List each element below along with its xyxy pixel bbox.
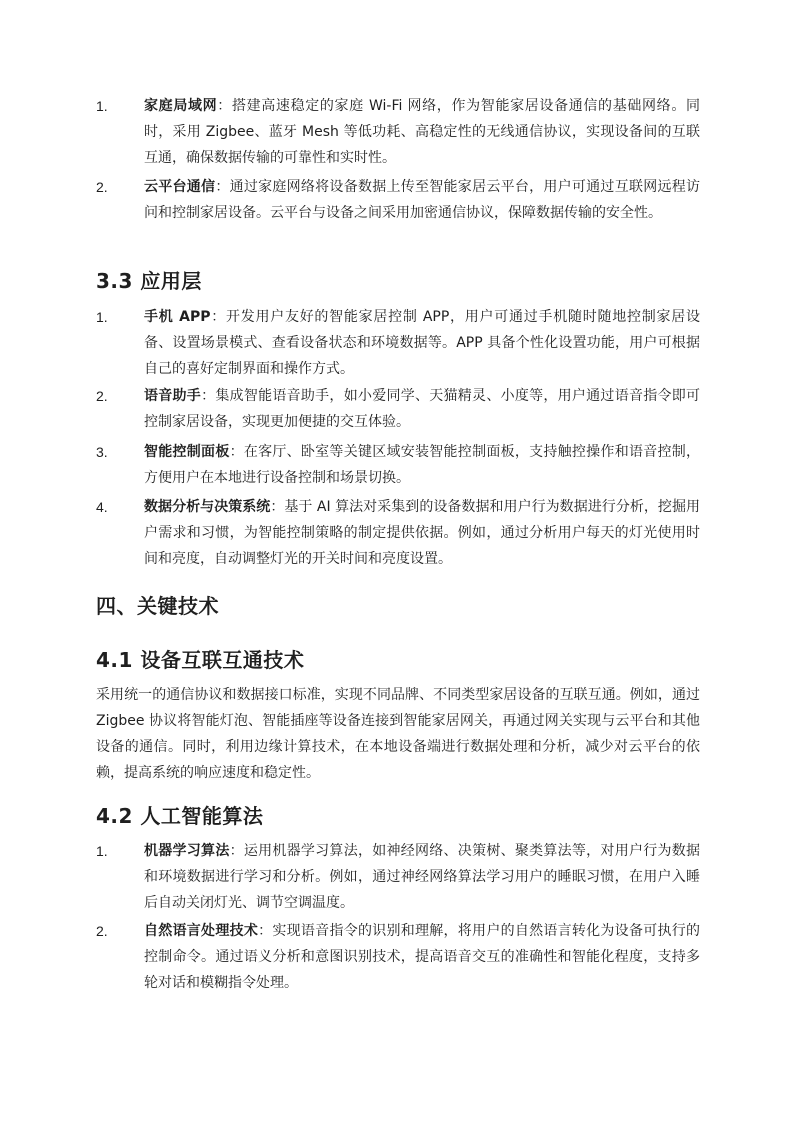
list-item-body: ：运用机器学习算法，如神经网络、决策树、聚类算法等，对用户行为数据和环境数据进行学习和分析。例如，通过神经网络算法学习用户的睡眠习惯，在用户入睡后自动关闭灯光、调节空调温度。 xyxy=(144,843,701,911)
list-item-body: ：实现语音指令的识别和理解，将用户的自然语言转化为设备可执行的控制命令。通过语义分析和意图识别技术，提高语音交互的准确性和智能化程度，支持多轮对话和模糊指令处理。 xyxy=(144,923,701,991)
list-number: 1. xyxy=(96,98,108,114)
list-item-term: 云平台通信 xyxy=(144,179,216,195)
list-item-text xyxy=(144,93,700,171)
list-item-term: 数据分析与决策系统 xyxy=(144,499,271,515)
list-item-text xyxy=(144,494,700,572)
list-number: 3. xyxy=(96,444,108,460)
list-item-body: ：通过家庭网络将设备数据上传至智能家居云平台，用户可通过互联网远程访问和控制家居设备。云平台与设备之间采用加密通信协议，保障数据传输的安全性。 xyxy=(144,179,701,221)
list-number: 4. xyxy=(96,499,108,515)
list-item-body: ：集成智能语音助手，如小爱同学、天猫精灵、小度等，用户通过语音指令即可控制家居设备，实现更加便捷的交互体验。 xyxy=(144,388,701,430)
list-item-text xyxy=(144,918,700,996)
list-item-term: 家庭局域网 xyxy=(144,98,218,114)
list-number: 1. xyxy=(96,843,108,859)
list-number: 2. xyxy=(96,179,108,195)
list-item-term: 自然语言处理技术 xyxy=(144,923,259,939)
list-item-body: ：在客厅、卧室等关键区域安装智能控制面板，支持触控操作和语音控制，方便用户在本地进行设备控制和场景切换。 xyxy=(144,444,701,486)
section-heading-4-2: 4.2 人工智能算法 xyxy=(96,804,264,828)
list-item-text xyxy=(144,304,700,382)
list-item-body: ：开发用户友好的智能家居控制 APP，用户可通过手机随时随地控制家居设备、设置场景模式、查看设备状态和环境数据等。APP 具备个性化设置功能，用户可根据自己的喜好定制界面和操作方式。 xyxy=(144,309,700,377)
list-item-text xyxy=(144,838,700,916)
section-paragraph: 采用统一的通信协议和数据接口标准，实现不同品牌、不同类型家居设备的互联互通。例如，通过 Zigbee 协议将智能灯泡、智能插座等设备连接到智能家居网关，再通过网关实现与云平台和其他设备的通信。同时，利用边缘计算技术，在本地设备端进行数据处理和分析，减少对云平台的依赖，提高系统的响应速度和稳定性。 xyxy=(96,687,700,781)
list-item-term: 智能控制面板 xyxy=(144,444,230,460)
list-item-body: ：搭建高速稳定的家庭 Wi-Fi 网络，作为智能家居设备通信的基础网络。同时，采用 Zigbee、蓝牙 Mesh 等低功耗、高稳定性的无线通信协议，实现设备间的互联互通，确保数据传输的可靠性和实时性。 xyxy=(144,98,700,166)
list-item-text xyxy=(144,174,700,226)
section-heading-4-1: 4.1 设备互联互通技术 xyxy=(96,648,305,672)
list-item-text xyxy=(144,383,700,435)
list-item-text xyxy=(144,439,700,491)
section-heading-4: 四、关键技术 xyxy=(96,594,219,618)
list-number: 1. xyxy=(96,309,108,325)
list-item-body: ：基于 AI 算法对采集到的设备数据和用户行为数据进行分析，挖掘用户需求和习惯，为智能控制策略的制定提供依据。例如，通过分析用户每天的灯光使用时间和亮度，自动调整灯光的开关时间和亮度设置。 xyxy=(144,499,701,567)
list-number: 2. xyxy=(96,388,108,404)
list-item-term: 手机 APP xyxy=(144,309,211,325)
list-number: 2. xyxy=(96,923,108,939)
list-item-term: 机器学习算法 xyxy=(144,843,230,859)
section-heading-3-3: 3.3 应用层 xyxy=(96,269,202,293)
list-item-term: 语音助手 xyxy=(144,388,202,404)
